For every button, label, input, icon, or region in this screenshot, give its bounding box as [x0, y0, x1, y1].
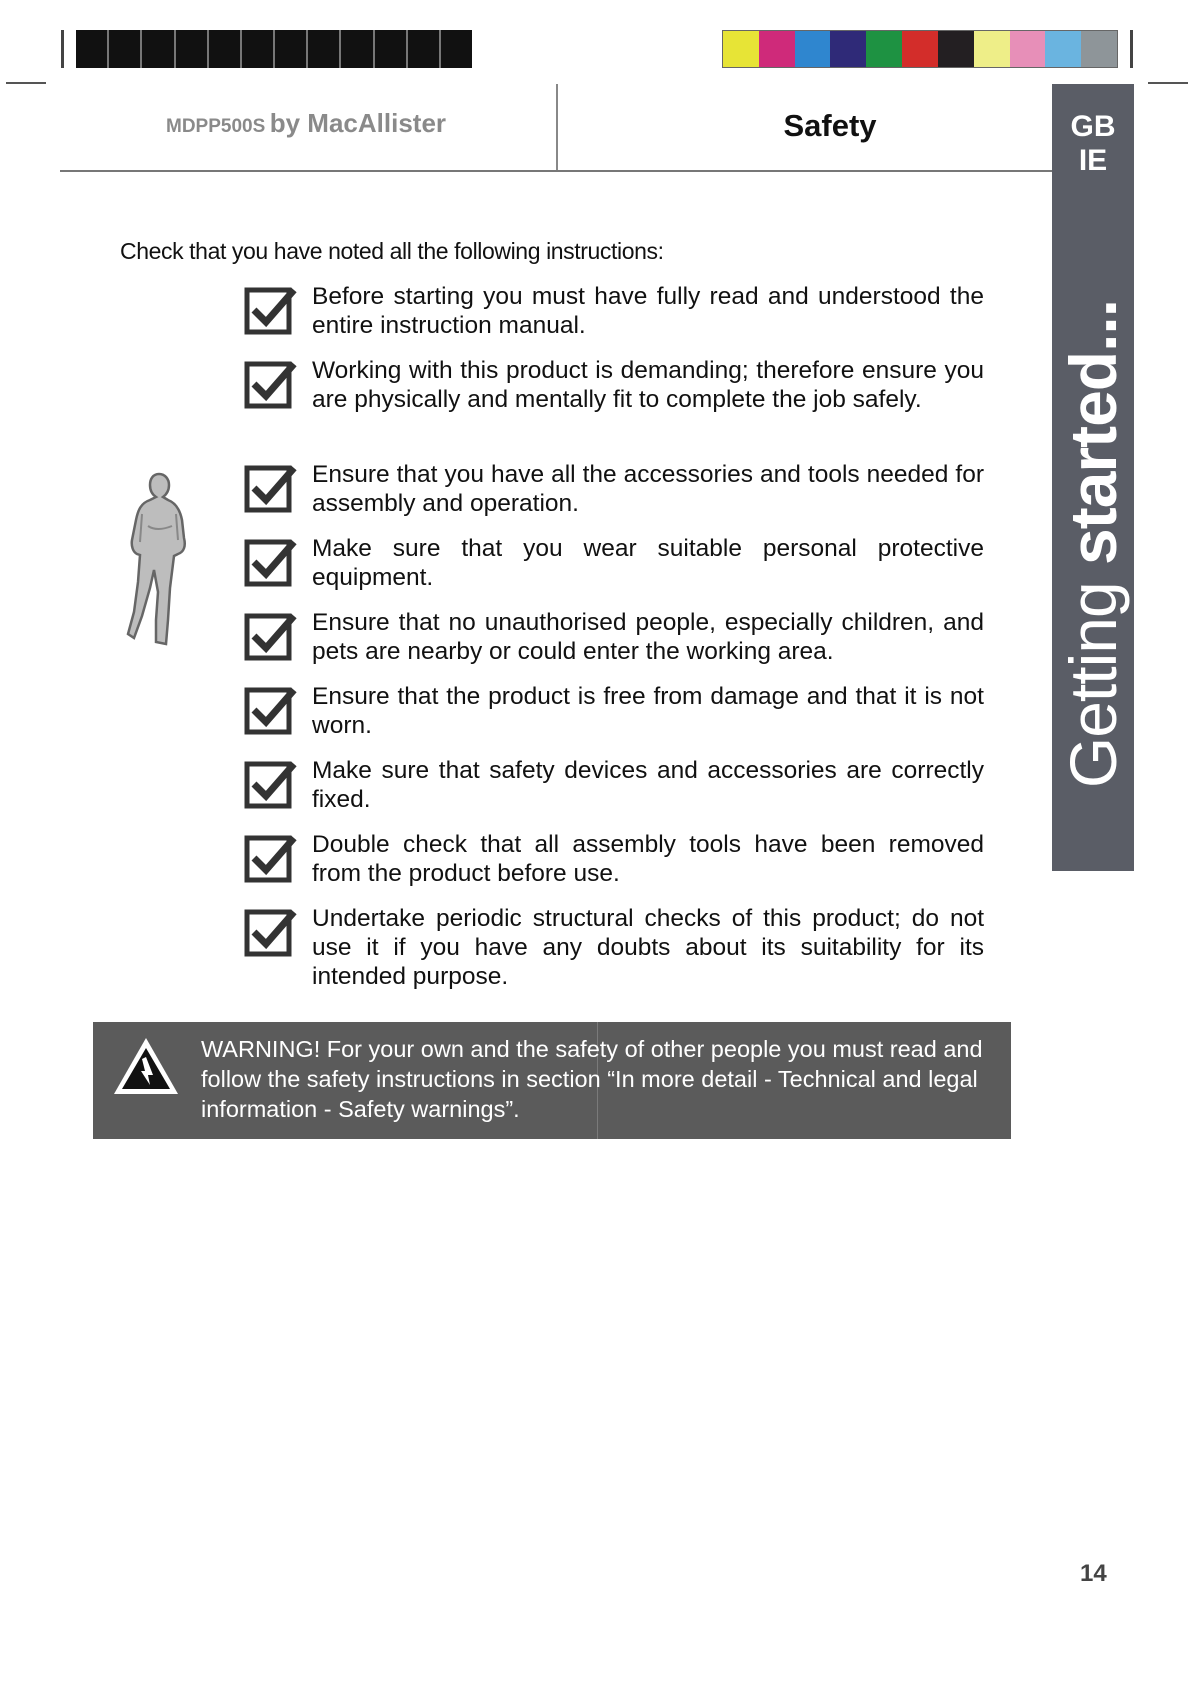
- color-swatch: [1045, 31, 1081, 67]
- color-swatch: [902, 31, 938, 67]
- color-swatch: [795, 31, 831, 67]
- header-rule: [60, 170, 1052, 172]
- person-silhouette-icon: [126, 470, 192, 650]
- checklist-item-text: Ensure that you have all the accessories and tools needed for assembly and operation.: [312, 461, 984, 517]
- checkbox-checked-icon: [244, 358, 302, 410]
- color-swatch: [759, 31, 795, 67]
- warning-text: WARNING! For your own and the safety of other people you must read and follow the safety instructions in section “In more detail - Technical and legal information - Safety warnings”.: [201, 1036, 983, 1122]
- checklist-item-text: Before starting you must have fully read and understood the entire instruction manual.: [312, 283, 984, 339]
- checklist-item-text: Undertake periodic structural checks of this product; do not use it if you have any doubts about its suitability for its intended purpose.: [312, 905, 984, 990]
- checkbox-checked-icon: [244, 832, 302, 884]
- color-swatch: [723, 31, 759, 67]
- checkbox-checked-icon: [244, 758, 302, 810]
- checklist-item-text: Make sure that you wear suitable personal protective equipment.: [312, 535, 984, 591]
- region-gb: GB: [1070, 110, 1116, 143]
- checklist-intro: Check that you have noted all the following instructions:: [120, 238, 664, 264]
- crop-mark-left: [61, 30, 64, 68]
- checkbox-checked-icon: [244, 906, 302, 958]
- brand-name: by MacAllister: [269, 108, 447, 138]
- page-title: Safety: [783, 108, 877, 143]
- checkbox-checked-icon: [244, 684, 302, 736]
- checklist-item-text: Double check that all assembly tools have been removed from the product before use.: [312, 831, 984, 887]
- header-divider: [556, 84, 558, 172]
- region-ie: IE: [1078, 144, 1108, 177]
- warning-box: [93, 1022, 1011, 1139]
- brand-line: [166, 108, 446, 139]
- chapter-side-tab: [1052, 84, 1134, 871]
- chapter-label-bold: started...: [1056, 299, 1130, 565]
- warning-triangle-icon: [111, 1035, 181, 1097]
- crop-mark-left-h: [6, 82, 46, 84]
- checklist-item-text: Make sure that safety devices and accessories are correctly fixed.: [312, 757, 984, 813]
- color-swatch: [1081, 31, 1117, 67]
- color-swatch: [1010, 31, 1046, 67]
- color-swatch: [830, 31, 866, 67]
- color-swatch: [974, 31, 1010, 67]
- color-swatch: [938, 31, 974, 67]
- chapter-label: [1055, 300, 1131, 788]
- checkbox-checked-icon: [244, 610, 302, 662]
- checklist-item-text: Ensure that no unauthorised people, especially children, and pets are nearby or could enter the working area.: [312, 609, 984, 665]
- chapter-label-light: Getting: [1056, 564, 1130, 789]
- print-color-bar: [722, 30, 1118, 68]
- checkbox-checked-icon: [244, 284, 302, 336]
- color-swatch: [866, 31, 902, 67]
- checklist-item-text: Working with this product is demanding; therefore ensure you are physically and mentally fit to complete the job safely.: [312, 357, 984, 413]
- checkbox-checked-icon: [244, 462, 302, 514]
- page-number: 14: [1080, 1560, 1107, 1587]
- checklist-item-text: Ensure that the product is free from damage and that it is not worn.: [312, 683, 984, 739]
- crop-mark-right-h: [1148, 82, 1188, 84]
- checkbox-checked-icon: [244, 536, 302, 588]
- registration-black-bar: [76, 30, 472, 68]
- crop-mark-right: [1130, 30, 1133, 68]
- model-code: MDPP500S: [166, 116, 266, 137]
